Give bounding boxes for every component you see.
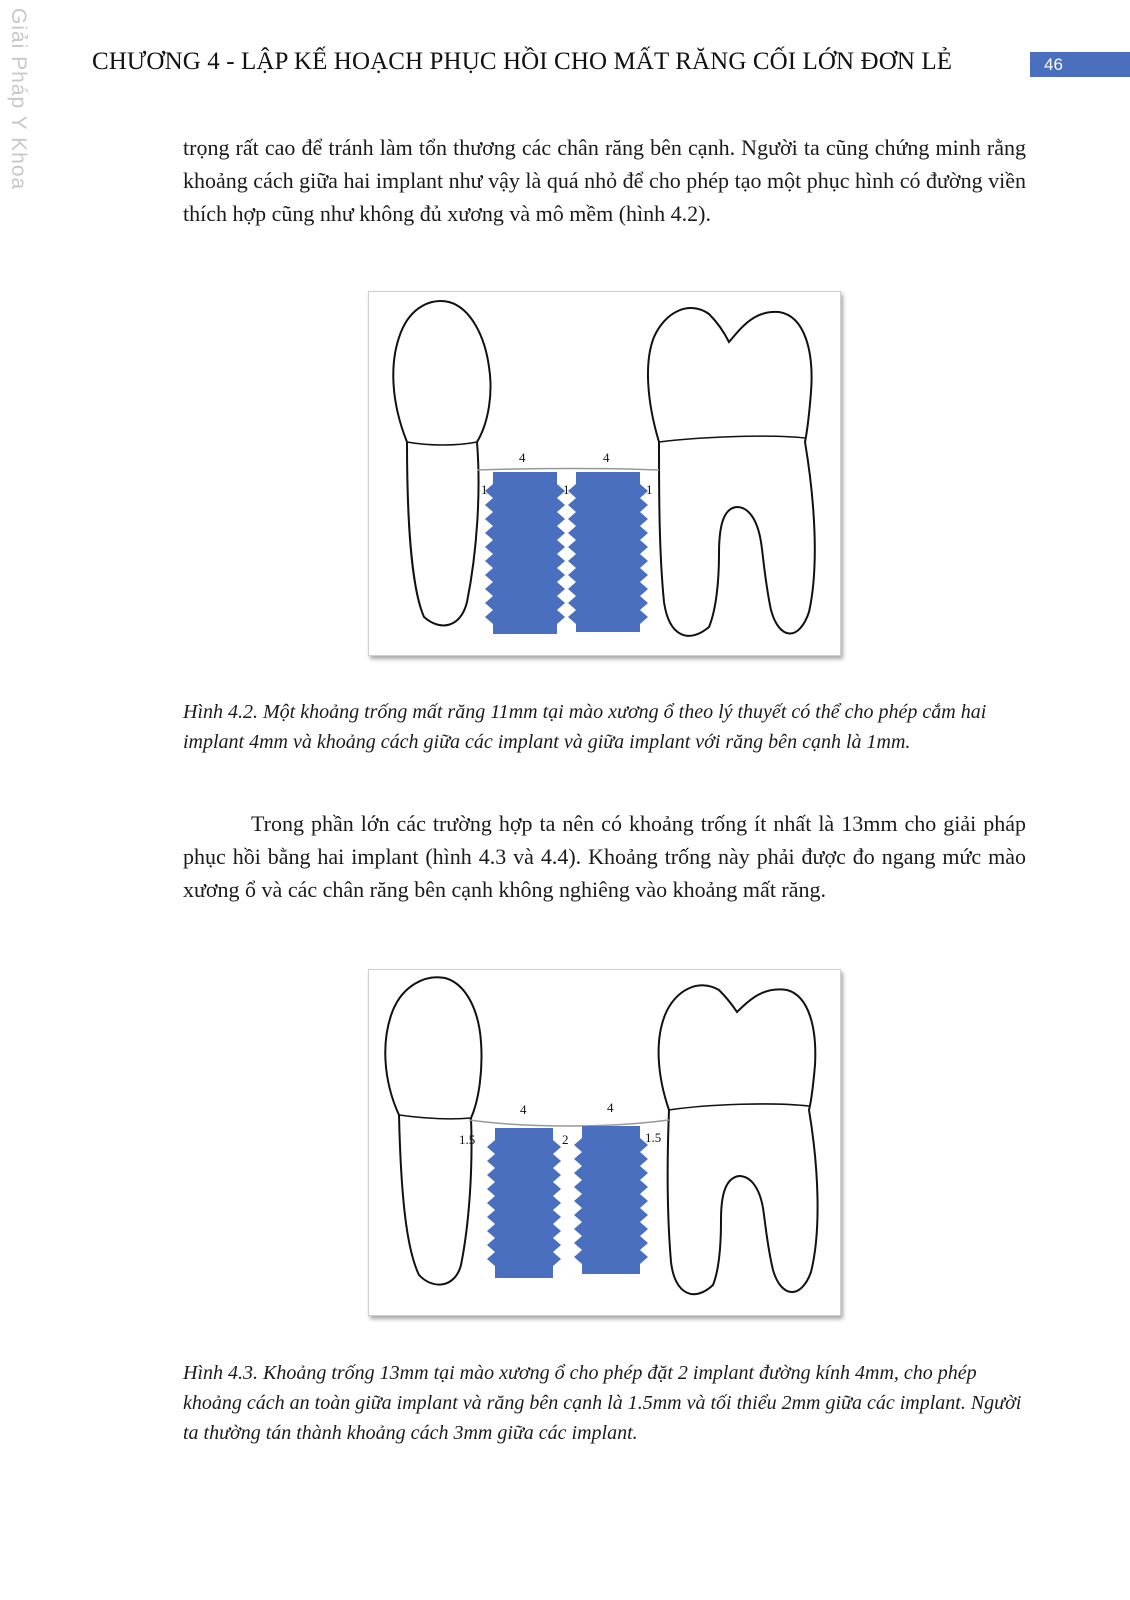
figure-4-2-width-label-1: 4 xyxy=(519,450,526,465)
bone-crest-line xyxy=(477,469,659,471)
figure-4-3-caption: Hình 4.3. Khoảng trống 13mm tại mào xương ổ cho phép đặt 2 implant đường kính 4mm, cho phép khoảng cách an toàn giữa implant và răng bên cạnh là 1.5mm và tối thiểu 2mm giữa các implant. Người ta thường tán thành khoảng cách 3mm giữa các implant. xyxy=(183,1362,1022,1444)
page-number-badge: 46 xyxy=(1030,52,1130,77)
figure-4-3-drawing xyxy=(369,970,840,1315)
bone-crest-line xyxy=(469,1120,669,1126)
figure-4-3-width-label-1: 4 xyxy=(520,1102,527,1117)
left-tooth-outline xyxy=(385,977,481,1284)
figure-4-3 xyxy=(368,969,841,1316)
right-tooth-outline xyxy=(659,985,818,1294)
chapter-header-title: CHƯƠNG 4 - LẬP KẾ HOẠCH PHỤC HỒI CHO MẤT RĂNG CỐI LỚN ĐƠN LẺ xyxy=(92,48,953,75)
figure-4-2-gap-label-2: 1 xyxy=(563,482,570,497)
figure-4-2-drawing xyxy=(369,292,840,655)
side-watermark: Giải Pháp Y Khoa xyxy=(7,8,30,191)
figure-4-2-caption: Hình 4.2. Một khoảng trống mất răng 11mm tại mào xương ổ theo lý thuyết có thể cho phép cắm hai implant 4mm và khoảng cách giữa các implant và giữa implant với răng bên cạnh là 1mm. xyxy=(183,701,987,753)
figure-4-3-gap-label-1: 1.5 xyxy=(459,1132,476,1147)
figure-4-2-gap-label-1: 1 xyxy=(481,482,488,497)
implant-right xyxy=(574,1126,648,1274)
body-paragraph-2: Trong phần lớn các trường hợp ta nên có khoảng trống ít nhất là 13mm cho giải pháp phục hồi bằng hai implant (hình 4.3 và 4.4). Khoảng trống này phải được đo ngang mức mào xương ổ và các chân răng bên cạnh không nghiêng vào khoảng mất răng. xyxy=(183,811,1026,902)
figure-4-3-width-label-2: 4 xyxy=(607,1100,614,1115)
implant-left xyxy=(487,1128,561,1278)
implant-right xyxy=(568,472,648,632)
figure-4-3-gap-label-3: 1.5 xyxy=(645,1130,662,1145)
figure-4-2-gap-label-3: 1 xyxy=(646,482,653,497)
implant-left xyxy=(485,472,565,634)
right-tooth-outline xyxy=(648,308,815,636)
body-paragraph-1: trọng rất cao để tránh làm tổn thương các chân răng bên cạnh. Người ta cũng chứng minh rằng khoảng cách giữa hai implant như vậy là quá nhỏ để cho phép tạo một phục hình có đường viền thích hợp cũng như không đủ xương và mô mềm (hình 4.2). xyxy=(183,135,1026,226)
figure-4-3-gap-label-2: 2 xyxy=(562,1132,569,1147)
figure-4-2 xyxy=(368,291,841,656)
figure-4-2-width-label-2: 4 xyxy=(603,450,610,465)
left-tooth-outline xyxy=(393,301,490,625)
